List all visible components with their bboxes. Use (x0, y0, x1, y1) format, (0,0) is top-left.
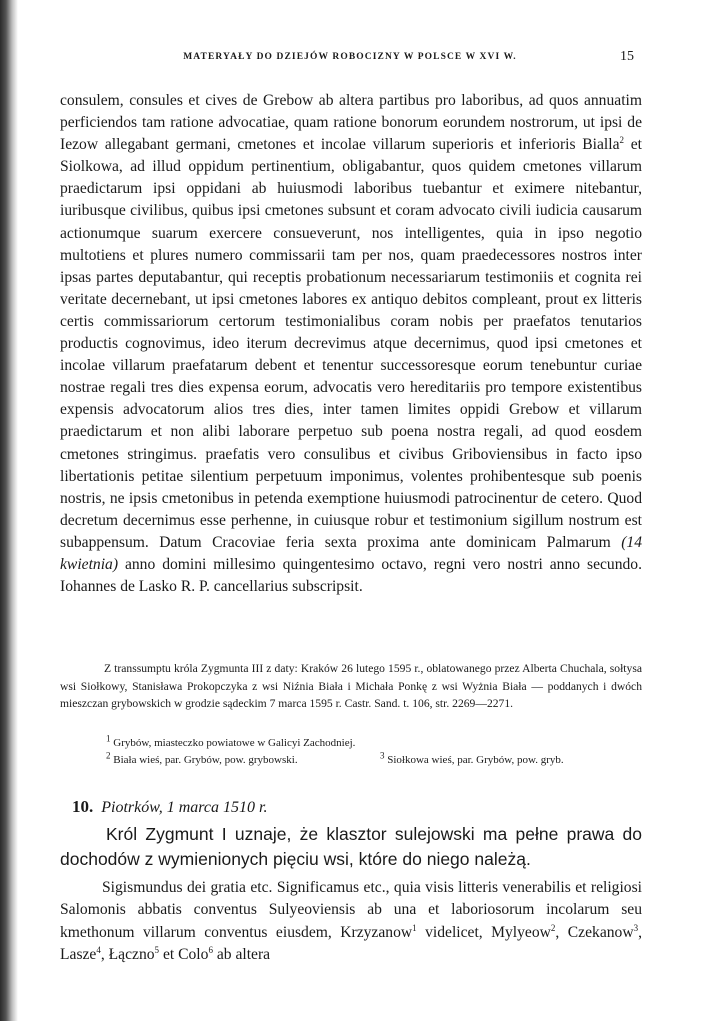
date-annotation: (14 kwietnia) (60, 533, 642, 573)
footnote-text: Grybów, miasteczko powiatowe w Galicyi Zachodniej. (113, 737, 356, 749)
page-number: 15 (620, 49, 634, 64)
main-paragraph (60, 90, 642, 598)
main-text-part-2: et Siolkowa, ad illud oppidum pertinentium, obligabantur, quos quidem cmetones villarum praedictarum ipsi oppidani ab huiusmodi laboribus tuebantur et eximere nitebantur, iuribusque civilibus, quibus ipsi cmetones subsunt et coram advocato civili iudicia causarum actionumque suarum exercere consueverunt, nos intelligentes, quia in ipso negotio multotiens et plures numero commissarii tam per nos, quam praedecessores nostros inter ipsas partes deputabantur, qui receptis probationum necessariarum testimoniis et cognita rei veritate decernebant, ut ipsi cmetones labores ex antiquo debitos compleant, prout ex litteris certis commissariorum certorum testimonialibus coram nobis per praefatos tenutarios productis cognovimus, ideo iterum decrevimus atque decernimus, quod ipsi cmetones et incolae villarum praefatarum debent et tenentur successoresque eorum tenebuntur curiae nostrae regali tres dies expensa eorum, advocatis vero hereditariis pro tempore existentibus expensis advocatorum alios tres dies, inter tamen limites oppidi Grebow et villarum praedictarum et non alibi laborare perpetuo sub poena nostra regali, ad quod eosdem cmetones stringimus. praefatis vero consulibus et civibus Griboviensibus in facto ipso libertationis petitae silentium perpetuum imponimus, volentes prohibentesque sub poenis nostris, ne ipsis cmetonibus in petenda exemptione huiusmodi patrocinentur de cetero. Quod decretum decernimus esse perhenne, in cuiusque robur et testimonium sigillum nostrum est subappensum. Datum Cracoviae feria sexta proxima ante dominicam Palmarum (60, 136, 643, 551)
book-spine-shadow (0, 0, 18, 1021)
body-footnote-ref: 5 (154, 945, 160, 956)
footnote-mark: 3 (380, 750, 385, 761)
body-footnote-ref: 2 (550, 922, 556, 933)
body-footnote-ref: 3 (633, 922, 639, 933)
document-body-paragraph (60, 877, 642, 967)
body-text: ab altera (212, 946, 271, 964)
body-text: , Lasze (60, 923, 643, 964)
document-summary (60, 822, 642, 872)
body-footnote-ref: 6 (208, 945, 213, 956)
footnote-3 (380, 750, 564, 768)
main-text-part-1: consulem, consules et cives de Grebow ab altera partibus pro laboribus, ad quos annuatim perficiendos tam ratione advocatiae, quam ratione bonorum eorundem nostrorum, ut ipsi de Iezow allegabant germani, cmetones et incolae villarum superioris et inferioris Bialla (60, 92, 642, 154)
footnote-text: Siołkowa wieś, par. Grybów, pow. gryb. (387, 754, 564, 766)
document-place-date: Piotrków, 1 marca 1510 r. (101, 799, 268, 816)
body-footnote-ref: 1 (412, 922, 417, 933)
main-text-part-3: anno domini millesimo quingentesimo octavo, regni vero nostri anno secundo. Iohannes de Lasko R. P. cancellarius subscripsit. (60, 555, 642, 596)
document-body (60, 877, 642, 967)
document-heading (72, 797, 267, 817)
source-note (60, 660, 642, 713)
footnote-ref-2: 2 (619, 135, 625, 145)
footnote-mark: 2 (106, 750, 111, 761)
footnote-text: Biała wieś, par. Grybów, pow. grybowski. (113, 754, 298, 766)
document-summary-text: Król Zygmunt I uznaje, że klasztor sulejowski ma pełne prawa do dochodów z wymienionych pięciu wsi, które do niego należą. (60, 824, 642, 869)
footnote-mark: 1 (106, 733, 111, 744)
body-text: Sigismundus dei gratia etc. Significamus etc., quia visis litteris venerabilis et religiosi Salomonis abbatis conventus Sulyeoviensis ab una et laboriosorum incolarum seu kmethonum villarum conventus eiusdem, Krzyzanow (60, 879, 642, 941)
footnote-1 (106, 733, 356, 751)
source-note-text: Z transsumptu króla Zygmunta III z daty: Kraków 26 lutego 1595 r., oblatowanego przez Alberta Chuchala, sołtysa wsi Siołkowy, Stanisława Prokopczyka z wsi Niźnia Biała i Michała Ponkę z wsi Wyżnia Biała — poddanych i dwóch mieszczan grybowskich w grodzie sądeckim 7 marca 1595 r. Castr. Sand. t. 106, str. 2269—2271. (60, 662, 642, 710)
body-text: , Czekanow (555, 923, 634, 941)
body-footnote-ref: 4 (96, 945, 101, 956)
main-text-block (60, 90, 642, 598)
running-title: MATERYAŁY DO DZIEJÓW ROBOCIZNY W POLSCE W XVI W. (183, 52, 517, 62)
body-text: , Łączno (100, 946, 155, 964)
body-text: et Colo (159, 946, 209, 964)
footnote-2 (106, 750, 298, 768)
document-number: 10. (72, 797, 94, 816)
body-text: videlicet, Mylyeow (416, 923, 551, 941)
